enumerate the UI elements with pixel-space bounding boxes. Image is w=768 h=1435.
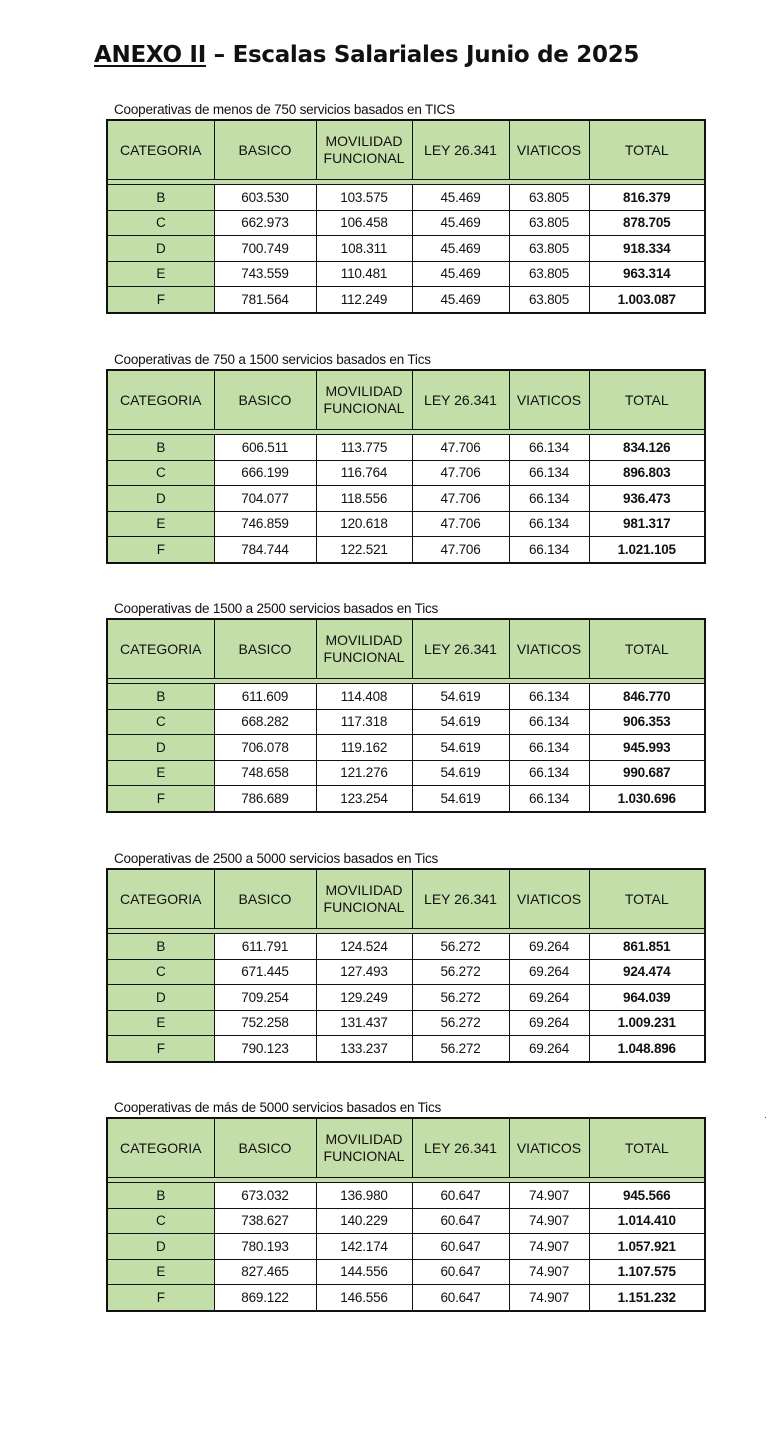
category-cell: D	[107, 985, 214, 1011]
ley-cell: 54.619	[412, 760, 509, 786]
total-cell: 834.126	[589, 435, 705, 461]
column-header: LEY 26.341	[412, 120, 509, 180]
category-cell: B	[107, 1183, 214, 1209]
category-cell: D	[107, 735, 214, 761]
column-header: BASICO	[214, 869, 316, 929]
column-header: LEY 26.341	[412, 1118, 509, 1178]
movilidad-cell: 142.174	[316, 1234, 412, 1260]
table-row	[107, 786, 705, 812]
viaticos-cell: 66.134	[509, 760, 589, 786]
basico-cell: 611.609	[214, 684, 316, 710]
total-cell: 861.851	[589, 934, 705, 960]
table-row	[107, 511, 705, 537]
movilidad-cell: 136.980	[316, 1183, 412, 1209]
movilidad-cell: 127.493	[316, 959, 412, 985]
total-cell: 918.334	[589, 236, 705, 262]
category-cell: B	[107, 934, 214, 960]
ley-cell: 56.272	[412, 985, 509, 1011]
column-header: MOVILIDAD FUNCIONAL	[316, 120, 412, 180]
viaticos-cell: 69.264	[509, 985, 589, 1011]
table-header-row	[107, 1118, 705, 1178]
basico-cell: 704.077	[214, 486, 316, 512]
basico-cell: 662.973	[214, 210, 316, 236]
table-row	[107, 709, 705, 735]
basico-cell: 706.078	[214, 735, 316, 761]
table-row	[107, 261, 705, 287]
table-row	[107, 486, 705, 512]
movilidad-cell: 113.775	[316, 435, 412, 461]
column-header: BASICO	[214, 120, 316, 180]
salary-table-section	[106, 1098, 704, 1312]
salary-table-section	[106, 350, 704, 564]
movilidad-cell: 103.575	[316, 185, 412, 211]
ley-cell: 47.706	[412, 511, 509, 537]
column-header: MOVILIDAD FUNCIONAL	[316, 370, 412, 430]
salary-table	[106, 119, 706, 314]
viaticos-cell: 74.907	[509, 1259, 589, 1285]
movilidad-cell: 146.556	[316, 1285, 412, 1311]
ley-cell: 54.619	[412, 735, 509, 761]
category-cell: C	[107, 460, 214, 486]
basico-cell: 611.791	[214, 934, 316, 960]
table-row	[107, 460, 705, 486]
ley-cell: 60.647	[412, 1208, 509, 1234]
category-cell: B	[107, 185, 214, 211]
viaticos-cell: 66.134	[509, 486, 589, 512]
viaticos-cell: 74.907	[509, 1234, 589, 1260]
table-caption: Cooperativas de menos de 750 servicios basados en TICS	[114, 102, 455, 117]
column-header: VIATICOS	[509, 619, 589, 679]
column-header: MOVILIDAD FUNCIONAL	[316, 1118, 412, 1178]
viaticos-cell: 66.134	[509, 684, 589, 710]
category-cell: E	[107, 1010, 214, 1036]
total-cell: 1.009.231	[589, 1010, 705, 1036]
total-cell: 1.151.232	[589, 1285, 705, 1311]
table-row	[107, 1208, 705, 1234]
ley-cell: 56.272	[412, 1036, 509, 1062]
category-cell: F	[107, 537, 214, 563]
column-header: MOVILIDAD FUNCIONAL	[316, 619, 412, 679]
category-cell: F	[107, 287, 214, 313]
viaticos-cell: 66.134	[509, 786, 589, 812]
total-cell: 990.687	[589, 760, 705, 786]
table-caption: Cooperativas de 2500 a 5000 servicios basados en Tics	[114, 851, 439, 866]
ley-cell: 56.272	[412, 934, 509, 960]
movilidad-cell: 144.556	[316, 1259, 412, 1285]
viaticos-cell: 66.134	[509, 460, 589, 486]
table-row	[107, 435, 705, 461]
column-header: LEY 26.341	[412, 370, 509, 430]
ley-cell: 60.647	[412, 1183, 509, 1209]
ley-cell: 60.647	[412, 1285, 509, 1311]
ley-cell: 45.469	[412, 261, 509, 287]
ley-cell: 47.706	[412, 460, 509, 486]
basico-cell: 606.511	[214, 435, 316, 461]
ley-cell: 60.647	[412, 1234, 509, 1260]
movilidad-cell: 133.237	[316, 1036, 412, 1062]
table-row	[107, 985, 705, 1011]
movilidad-cell: 124.524	[316, 934, 412, 960]
ley-cell: 45.469	[412, 287, 509, 313]
viaticos-cell: 66.134	[509, 735, 589, 761]
table-header-row	[107, 619, 705, 679]
movilidad-cell: 119.162	[316, 735, 412, 761]
column-header: LEY 26.341	[412, 619, 509, 679]
table-row	[107, 1285, 705, 1311]
ley-cell: 47.706	[412, 435, 509, 461]
movilidad-cell: 129.249	[316, 985, 412, 1011]
basico-cell: 784.744	[214, 537, 316, 563]
table-header-row	[107, 370, 705, 430]
salary-table-section	[106, 599, 704, 813]
basico-cell: 781.564	[214, 287, 316, 313]
ley-cell: 47.706	[412, 537, 509, 563]
ley-cell: 56.272	[412, 959, 509, 985]
category-cell: C	[107, 210, 214, 236]
viaticos-cell: 66.134	[509, 537, 589, 563]
total-cell: 896.803	[589, 460, 705, 486]
movilidad-cell: 116.764	[316, 460, 412, 486]
table-caption: Cooperativas de más de 5000 servicios basados en Tics	[114, 1100, 442, 1115]
column-header: CATEGORIA	[107, 1118, 214, 1178]
table-row	[107, 1234, 705, 1260]
basico-cell: 666.199	[214, 460, 316, 486]
basico-cell: 869.122	[214, 1285, 316, 1311]
movilidad-cell: 112.249	[316, 287, 412, 313]
ley-cell: 54.619	[412, 709, 509, 735]
page-title-annex: ANEXO II	[94, 42, 206, 68]
table-header-row	[107, 120, 705, 180]
table-row	[107, 934, 705, 960]
movilidad-cell: 131.437	[316, 1010, 412, 1036]
viaticos-cell: 63.805	[509, 185, 589, 211]
total-cell: 964.039	[589, 985, 705, 1011]
ley-cell: 60.647	[412, 1259, 509, 1285]
category-cell: D	[107, 486, 214, 512]
column-header: VIATICOS	[509, 370, 589, 430]
total-cell: 981.317	[589, 511, 705, 537]
viaticos-cell: 63.805	[509, 210, 589, 236]
ley-cell: 54.619	[412, 786, 509, 812]
column-header: TOTAL	[589, 619, 705, 679]
column-header: MOVILIDAD FUNCIONAL	[316, 869, 412, 929]
salary-table	[106, 868, 706, 1063]
viaticos-cell: 69.264	[509, 934, 589, 960]
column-header: TOTAL	[589, 370, 705, 430]
column-header: BASICO	[214, 619, 316, 679]
viaticos-cell: 66.134	[509, 709, 589, 735]
column-header: VIATICOS	[509, 1118, 589, 1178]
total-cell: 878.705	[589, 210, 705, 236]
viaticos-cell: 63.805	[509, 287, 589, 313]
column-header: TOTAL	[589, 1118, 705, 1178]
category-cell: C	[107, 1208, 214, 1234]
basico-cell: 668.282	[214, 709, 316, 735]
salary-table	[106, 369, 706, 564]
ley-cell: 56.272	[412, 1010, 509, 1036]
viaticos-cell: 69.264	[509, 959, 589, 985]
category-cell: D	[107, 236, 214, 262]
viaticos-cell: 74.907	[509, 1208, 589, 1234]
basico-cell: 752.258	[214, 1010, 316, 1036]
total-cell: 816.379	[589, 185, 705, 211]
salary-table	[106, 618, 706, 813]
basico-cell: 738.627	[214, 1208, 316, 1234]
basico-cell: 603.530	[214, 185, 316, 211]
total-cell: 1.021.105	[589, 537, 705, 563]
category-cell: F	[107, 1036, 214, 1062]
basico-cell: 786.689	[214, 786, 316, 812]
category-cell: B	[107, 684, 214, 710]
salary-table-section	[106, 100, 704, 314]
basico-cell: 671.445	[214, 959, 316, 985]
category-cell: E	[107, 760, 214, 786]
total-cell: 1.014.410	[589, 1208, 705, 1234]
salary-table	[106, 1117, 706, 1312]
ley-cell: 54.619	[412, 684, 509, 710]
basico-cell: 709.254	[214, 985, 316, 1011]
table-row	[107, 210, 705, 236]
viaticos-cell: 74.907	[509, 1285, 589, 1311]
movilidad-cell: 123.254	[316, 786, 412, 812]
viaticos-cell: 63.805	[509, 261, 589, 287]
category-cell: E	[107, 1259, 214, 1285]
table-row	[107, 1036, 705, 1062]
category-cell: C	[107, 709, 214, 735]
ley-cell: 45.469	[412, 236, 509, 262]
column-header: BASICO	[214, 1118, 316, 1178]
viaticos-cell: 66.134	[509, 435, 589, 461]
total-cell: 906.353	[589, 709, 705, 735]
column-header: VIATICOS	[509, 869, 589, 929]
table-row	[107, 537, 705, 563]
page-title-text: – Escalas Salariales Junio de 2025	[205, 42, 640, 68]
table-row	[107, 1183, 705, 1209]
table-row	[107, 287, 705, 313]
viaticos-cell: 63.805	[509, 236, 589, 262]
total-cell: 924.474	[589, 959, 705, 985]
column-header: CATEGORIA	[107, 120, 214, 180]
viaticos-cell: 69.264	[509, 1036, 589, 1062]
movilidad-cell: 106.458	[316, 210, 412, 236]
table-row	[107, 185, 705, 211]
basico-cell: 700.749	[214, 236, 316, 262]
movilidad-cell: 122.521	[316, 537, 412, 563]
page-title	[94, 42, 639, 68]
table-row	[107, 735, 705, 761]
basico-cell: 790.123	[214, 1036, 316, 1062]
category-cell: E	[107, 261, 214, 287]
movilidad-cell: 140.229	[316, 1208, 412, 1234]
category-cell: E	[107, 511, 214, 537]
basico-cell: 780.193	[214, 1234, 316, 1260]
movilidad-cell: 121.276	[316, 760, 412, 786]
column-header: TOTAL	[589, 869, 705, 929]
total-cell: 1.107.575	[589, 1259, 705, 1285]
table-row	[107, 236, 705, 262]
ley-cell: 45.469	[412, 210, 509, 236]
category-cell: C	[107, 959, 214, 985]
table-row	[107, 1010, 705, 1036]
movilidad-cell: 108.311	[316, 236, 412, 262]
edge-speck: .	[764, 1110, 767, 1121]
table-row	[107, 684, 705, 710]
total-cell: 963.314	[589, 261, 705, 287]
salary-table-section	[106, 849, 704, 1063]
movilidad-cell: 118.556	[316, 486, 412, 512]
table-caption: Cooperativas de 750 a 1500 servicios basados en Tics	[114, 352, 431, 367]
column-header: TOTAL	[589, 120, 705, 180]
total-cell: 1.030.696	[589, 786, 705, 812]
total-cell: 1.057.921	[589, 1234, 705, 1260]
basico-cell: 743.559	[214, 261, 316, 287]
movilidad-cell: 110.481	[316, 261, 412, 287]
table-row	[107, 1259, 705, 1285]
basico-cell: 748.658	[214, 760, 316, 786]
column-header: BASICO	[214, 370, 316, 430]
table-row	[107, 760, 705, 786]
column-header: CATEGORIA	[107, 619, 214, 679]
table-caption: Cooperativas de 1500 a 2500 servicios basados en Tics	[114, 601, 439, 616]
viaticos-cell: 66.134	[509, 511, 589, 537]
column-header: VIATICOS	[509, 120, 589, 180]
total-cell: 945.993	[589, 735, 705, 761]
total-cell: 945.566	[589, 1183, 705, 1209]
viaticos-cell: 74.907	[509, 1183, 589, 1209]
category-cell: F	[107, 1285, 214, 1311]
movilidad-cell: 117.318	[316, 709, 412, 735]
total-cell: 1.048.896	[589, 1036, 705, 1062]
total-cell: 846.770	[589, 684, 705, 710]
total-cell: 1.003.087	[589, 287, 705, 313]
basico-cell: 746.859	[214, 511, 316, 537]
category-cell: F	[107, 786, 214, 812]
table-header-row	[107, 869, 705, 929]
movilidad-cell: 114.408	[316, 684, 412, 710]
category-cell: B	[107, 435, 214, 461]
column-header: CATEGORIA	[107, 869, 214, 929]
viaticos-cell: 69.264	[509, 1010, 589, 1036]
basico-cell: 827.465	[214, 1259, 316, 1285]
category-cell: D	[107, 1234, 214, 1260]
movilidad-cell: 120.618	[316, 511, 412, 537]
column-header: CATEGORIA	[107, 370, 214, 430]
ley-cell: 45.469	[412, 185, 509, 211]
total-cell: 936.473	[589, 486, 705, 512]
ley-cell: 47.706	[412, 486, 509, 512]
column-header: LEY 26.341	[412, 869, 509, 929]
table-row	[107, 959, 705, 985]
basico-cell: 673.032	[214, 1183, 316, 1209]
